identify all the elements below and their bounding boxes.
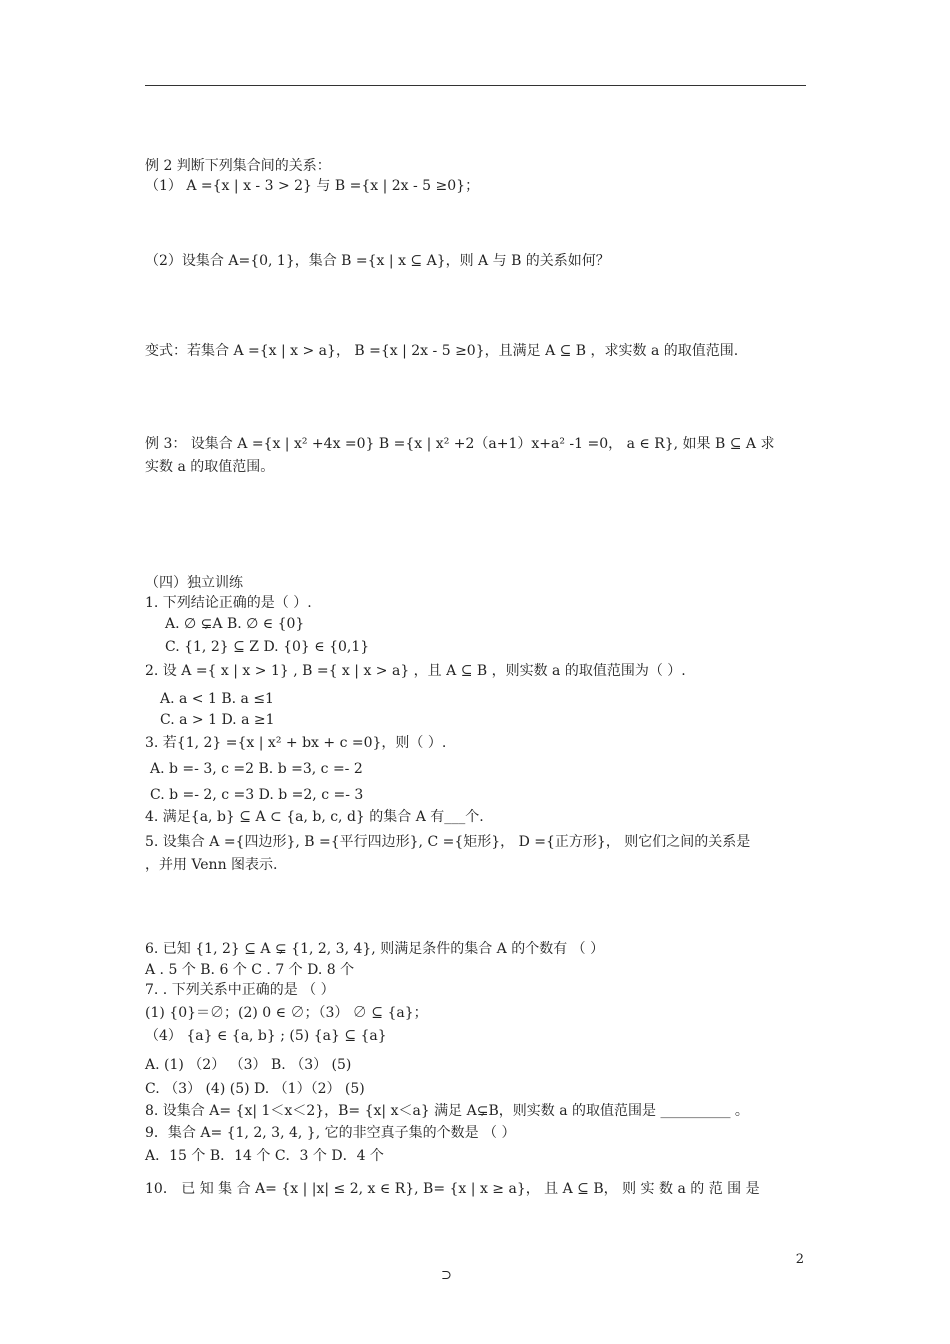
page-number: 2	[795, 1252, 804, 1267]
text-line: C. （3） (4) (5) D. （1）（2） (5)	[145, 1081, 365, 1097]
text-line: 6. 已知 {1, 2} ⊆ A ⊊ {1, 2, 3, 4}, 则满足条件的集合 A 的个数有 （ ）	[145, 941, 605, 957]
text-line: （1） A ={x | x - 3 > 2} 与 B ={x | 2x - 5 ≥0}；	[145, 178, 480, 194]
text-line: 1. 下列结论正确的是（ ）.	[145, 595, 312, 611]
text-line: （4） {a} ∈ {a, b} ; (5) {a} ⊆ {a}	[145, 1028, 387, 1044]
footer-symbol: ⊃	[441, 1268, 452, 1283]
text-line: C. b =- 2, c =3 D. b =2, c =- 3	[150, 787, 364, 803]
header-rule	[145, 85, 806, 86]
text-line: 例 3： 设集合 A ={x | x² +4x =0} B ={x | x² +2（a+1）x+a² -1 =0， a ∈ R}, 如果 B ⊆ A 求	[145, 436, 775, 452]
text-line: 4. 满足{a, b} ⊆ A ⊂ {a, b, c, d} 的集合 A 有___个.	[145, 809, 484, 825]
text-line: A . 5 个 B. 6 个 C . 7 个 D. 8 个	[145, 962, 355, 978]
text-line: 10． 已 知 集 合 A= {x | |x| ≤ 2, x ∈ R}, B= {x | x ≥ a}， 且 A ⊆ B， 则 实 数 a 的 范 围 是	[145, 1181, 760, 1197]
text-line: A. ∅ ⊊A B. ∅ ∈ {0}	[165, 616, 305, 632]
text-line: 实数 a 的取值范围。	[145, 459, 275, 475]
text-line: 2. 设 A ={ x | x > 1} , B ={ x | x > a} ，且 A ⊆ B ，则实数 a 的取值范围为（ ）.	[145, 663, 686, 679]
text-line: ，并用 Venn 图表示.	[145, 857, 278, 873]
text-line: C. a > 1 D. a ≥1	[160, 712, 275, 728]
text-line: C. {1, 2} ⊆ Z D. {0} ∈ {0,1}	[165, 639, 370, 655]
text-line: 8. 设集合 A= {x| 1＜x＜2}，B= {x| x＜a} 满足 A⊊B，则实数 a 的取值范围是 __________ 。	[145, 1103, 749, 1119]
text-line: A. (1) （2） （3） B. （3） (5)	[145, 1057, 352, 1073]
text-line: A. a < 1 B. a ≤1	[160, 691, 274, 707]
text-line: 3. 若{1, 2} ={x | x² + bx + c =0}，则（ ）.	[145, 735, 447, 751]
text-line: （2）设集合 A={0, 1}，集合 B ={x | x ⊆ A}，则 A 与 B 的关系如何？	[145, 253, 610, 269]
text-line: 例 2 判断下列集合间的关系：	[145, 158, 331, 174]
text-line: 7. . 下列关系中正确的是 （ ）	[145, 982, 335, 998]
text-line: （四）独立训练	[145, 575, 243, 591]
text-line: 5. 设集合 A ={四边形}, B ={平行四边形}, C ={矩形}， D ={正方形}， 则它们之间的关系是	[145, 834, 751, 850]
text-line: A．15 个 B．14 个 C．3 个 D．4 个	[145, 1148, 384, 1164]
text-line: A. b =- 3, c =2 B. b =3, c =- 2	[150, 761, 363, 777]
text-line: 9．集合 A= {1, 2, 3, 4, }, 它的非空真子集的个数是 （ ）	[145, 1125, 516, 1141]
text-line: (1) {0}＝∅；(2) 0 ∈ ∅；（3） ∅ ⊆ {a}；	[145, 1005, 428, 1021]
text-line: 变式：若集合 A ={x | x > a}， B ={x | 2x - 5 ≥0}，且满足 A ⊆ B ，求实数 a 的取值范围.	[145, 343, 739, 359]
